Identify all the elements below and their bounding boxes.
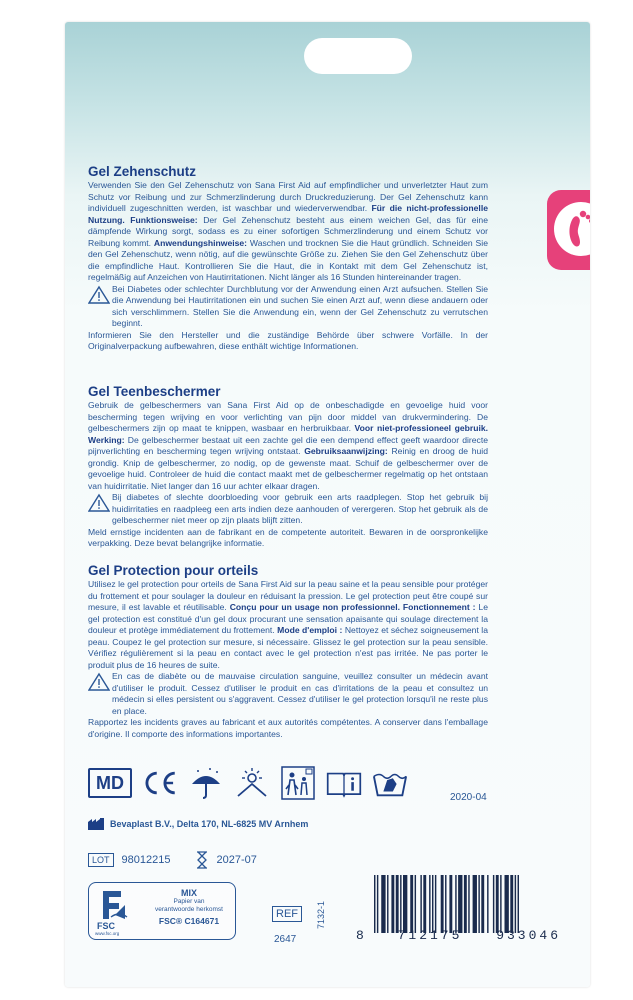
manufacturer-row bbox=[88, 818, 308, 830]
fsc-line2: verantwoorde herkomst bbox=[155, 906, 223, 913]
barcode-bar bbox=[468, 875, 469, 933]
barcode-bar bbox=[423, 875, 426, 933]
ce-mark-icon bbox=[142, 765, 178, 801]
barcode-bar bbox=[487, 875, 488, 933]
barcode-bar bbox=[429, 875, 430, 933]
warning-triangle-icon bbox=[88, 672, 110, 692]
print-date: 2020-04 bbox=[450, 792, 487, 803]
section-de bbox=[88, 164, 488, 353]
washable-icon bbox=[372, 765, 408, 801]
fsc-text bbox=[145, 888, 233, 926]
barcode-bar bbox=[510, 875, 513, 933]
barcode-bar bbox=[518, 875, 519, 933]
warning-row-de bbox=[88, 284, 488, 330]
barcode-bar bbox=[415, 875, 416, 933]
barcode-bar bbox=[435, 875, 436, 933]
barcode-bar bbox=[381, 875, 385, 933]
warning-text-fr: En cas de diabète ou de mauvaise circulation sanguine, veuillez consulter un médecin avant d'utiliser le produit. Cessez d'utiliser le produit en cas d'irritations de la peau et consultez un médecin si elles persistent ou s'aggravent. Cessez d'utiliser le gel protection lorsqu'il ne reste plus en place. bbox=[112, 671, 488, 716]
fsc-label bbox=[88, 882, 236, 940]
md-symbol: MD bbox=[88, 768, 132, 798]
ref-vertical-code: 7132-1 bbox=[316, 900, 326, 930]
section-fr bbox=[88, 563, 488, 740]
ref-label: REF bbox=[272, 906, 302, 922]
barcode-bar bbox=[391, 875, 394, 933]
section-footer-fr: Rapportez les incidents graves au fabricant et aux autorités compétentes. A conserver dans l'emballage d'origine. Il comporte des informations importantes. bbox=[88, 717, 488, 739]
barcode-bar bbox=[377, 875, 378, 933]
section-body-fr: Utilisez le gel protection pour orteils de Sana First Aid sur la peau saine et la peau sensible pour protéger du frottement et pour soulager la douleur en réduisant la pression. Le gel protection peut être coupé sur mesure, il est lavable et réutilisable. Conçu pour un usage non professionnel. Fonctionnement : Le gel protection est constitué d'un gel doux procurant une sensation apaisante qui soulage directement la douleur et protège immédiatement du frottement. Mode d'emploi : Nettoyez et séchez soigneusement la peau. Coupez le gel protection sur mesure, si nécessaire. Glissez le gel protection sur la peau sensible. Vérifiez régulièrement si la peau en contact avec le gel protection n'est pas irritée. Ne pas porter le produit plus de 16 heures de suite. bbox=[88, 579, 488, 670]
fsc-url: www.fsc.org bbox=[95, 931, 120, 936]
warning-triangle-icon bbox=[88, 285, 110, 305]
barcode-right-digits: 933046 bbox=[496, 928, 561, 943]
barcode-bar bbox=[445, 875, 446, 933]
barcode-bar bbox=[420, 875, 421, 933]
barcode-bar bbox=[458, 875, 462, 933]
warning-row-nl bbox=[88, 492, 488, 527]
barcode-bar bbox=[396, 875, 399, 933]
barcode-bar bbox=[410, 875, 413, 933]
keep-dry-icon bbox=[188, 765, 224, 801]
barcode-bar bbox=[400, 875, 401, 933]
barcode-bar bbox=[515, 875, 516, 933]
fsc-mix: MIX bbox=[180, 888, 197, 898]
lot-row bbox=[88, 851, 275, 869]
barcode-first-digit: 8 bbox=[356, 928, 364, 943]
foot-icon bbox=[554, 202, 590, 256]
barcode-bar bbox=[432, 875, 433, 933]
barcode-bar bbox=[374, 875, 375, 933]
regulatory-symbols bbox=[88, 765, 408, 801]
consult-instructions-icon bbox=[326, 765, 362, 801]
warning-text-de: Bei Diabetes oder schlechter Durchblutung vor der Anwendung einen Arzt aufsuchen. Stellen Sie die Anwendung bei Hautirritationen ein und suchen Sie einen Arzt auf, wenn diese andauern oder sich verschlimmern. Stellen Sie die Anwendung ein, wenn der Gel Zehenschutz zu verrutschen beginnt. bbox=[112, 283, 488, 328]
protect-from-sunlight-icon bbox=[234, 765, 270, 801]
section-body-nl: Gebruik de gelbeschermers van Sana First Aid op de onbeschadigde en gevoelige huid voor bescherming tegen wrijving en voor verlichting van pijn door middel van drukvermindering. De gelbeschermers zijn op maat te knippen, wasbaar en herbruikbaar. Voor niet-professioneel gebruik. Werking: De gelbeschermer bestaat uit een zachte gel die een dempend effect geeft waardoor directe pijnverlichting en bescherming tegen wrijving ontstaat. Gebruiksaanwijzing: Reinig en droog de huid grondig. Knip de gelbeschermer, zo nodig, op de gewenste maat. Schuif de gelbeschermer over de gevoelige huid. Controleer de huid die contact maakt met de gelbeschermer regelmatig op het ontstaan van huidirritatie. Niet langer dan 16 uur achter elkaar dragen. bbox=[88, 400, 489, 491]
barcode-bar bbox=[496, 875, 499, 933]
section-heading-de: Gel Zehenschutz bbox=[88, 164, 197, 179]
barcode-bar bbox=[473, 875, 477, 933]
warning-triangle-icon bbox=[88, 493, 110, 513]
manufacturer-address: Bevaplast B.V., Delta 170, NL-6825 MV Arnhem bbox=[110, 819, 309, 829]
barcode-bar bbox=[493, 875, 494, 933]
warning-row-fr bbox=[88, 671, 488, 717]
section-heading-fr: Gel Protection pour orteils bbox=[88, 563, 259, 578]
fsc-tree-logo bbox=[95, 887, 135, 937]
barcode-bar bbox=[403, 875, 407, 933]
single-patient-icon bbox=[280, 765, 316, 801]
hang-hole bbox=[304, 38, 412, 74]
barcode-digits bbox=[356, 928, 561, 943]
barcode-bar bbox=[478, 875, 479, 933]
barcode-bar bbox=[387, 875, 388, 933]
barcode-bar bbox=[449, 875, 452, 933]
fsc-logo-text: FSC bbox=[97, 921, 115, 931]
hourglass-icon bbox=[196, 851, 208, 869]
warning-text-nl: Bij diabetes of slechte doorbloeding voor gebruik een arts raadplegen. Stop het gebruik bij huidirritaties en raadpleeg een arts indien deze aanhouden of verergeren. Stop het gebruik als de gelbeschermer niet meer op zijn plaats blijft zitten. bbox=[112, 492, 488, 525]
section-body-de: Verwenden Sie den Gel Zehenschutz von Sana First Aid auf empfindlicher und unverletzter Haut zum Schutz vor Reibung und zur Schmerzlinderung durch Druckreduzierung. Der Gel Zehenschutz kann individuell zugeschnitten werden, ist waschbar und wiederverwendbar. Für die nicht-professionelle Nutzung. Funktionsweise: Der Gel Zehenschutz besteht aus einem weichen Gel, das für eine dämpfende Wirkung sorgt, sodass es zu einer sofortigen Schmerzlinderung und einem Schutz vor Reibung kommt. Anwendungshinweise: Waschen und trocknen Sie die Haut gründlich. Schneiden Sie den Gel Zehenschutz, wenn nötig, auf die gewünschte Größe zu. Ziehen Sie den Gel Zehenschutz über die empfindliche Haut. Kontrollieren Sie die Haut, die in Kontakt mit dem Gel Zehenschutz ist, regelmäßig auf Anzeichen von Hautirritationen. Nicht länger als 16 Stunden hintereinander tragen. bbox=[88, 180, 488, 282]
fsc-line1: Papier van bbox=[173, 898, 205, 905]
ean-barcode bbox=[372, 875, 559, 933]
barcode-left-digits: 712175 bbox=[397, 928, 463, 943]
barcode-bar bbox=[441, 875, 444, 933]
ref-number: 2647 bbox=[274, 934, 297, 945]
barcode-bar bbox=[455, 875, 456, 933]
lot-number: 98012215 bbox=[121, 854, 171, 866]
expiry-date: 2027-07 bbox=[216, 854, 257, 866]
barcode-bar bbox=[505, 875, 509, 933]
foot-badge bbox=[547, 190, 590, 270]
barcode-bar bbox=[500, 875, 501, 933]
barcode-bar bbox=[464, 875, 467, 933]
section-footer-de: Informieren Sie den Hersteller und die zuständige Behörde über schwere Vorfälle. In der Originalverpackung aufbewahren, diese enthält wichtige Informationen. bbox=[88, 329, 488, 351]
section-nl bbox=[88, 384, 488, 550]
fsc-code: FSC® C164671 bbox=[158, 916, 220, 926]
section-heading-nl: Gel Teenbeschermer bbox=[88, 384, 221, 399]
manufacturer-icon bbox=[88, 818, 104, 830]
section-footer-nl: Meld ernstige incidenten aan de fabrikant en de competente autoriteit. Bewaren in de oorspronkelijke verpakking. Deze bevat belangrijke informatie. bbox=[88, 526, 488, 548]
barcode-bar bbox=[481, 875, 484, 933]
lot-label: LOT bbox=[88, 853, 114, 867]
